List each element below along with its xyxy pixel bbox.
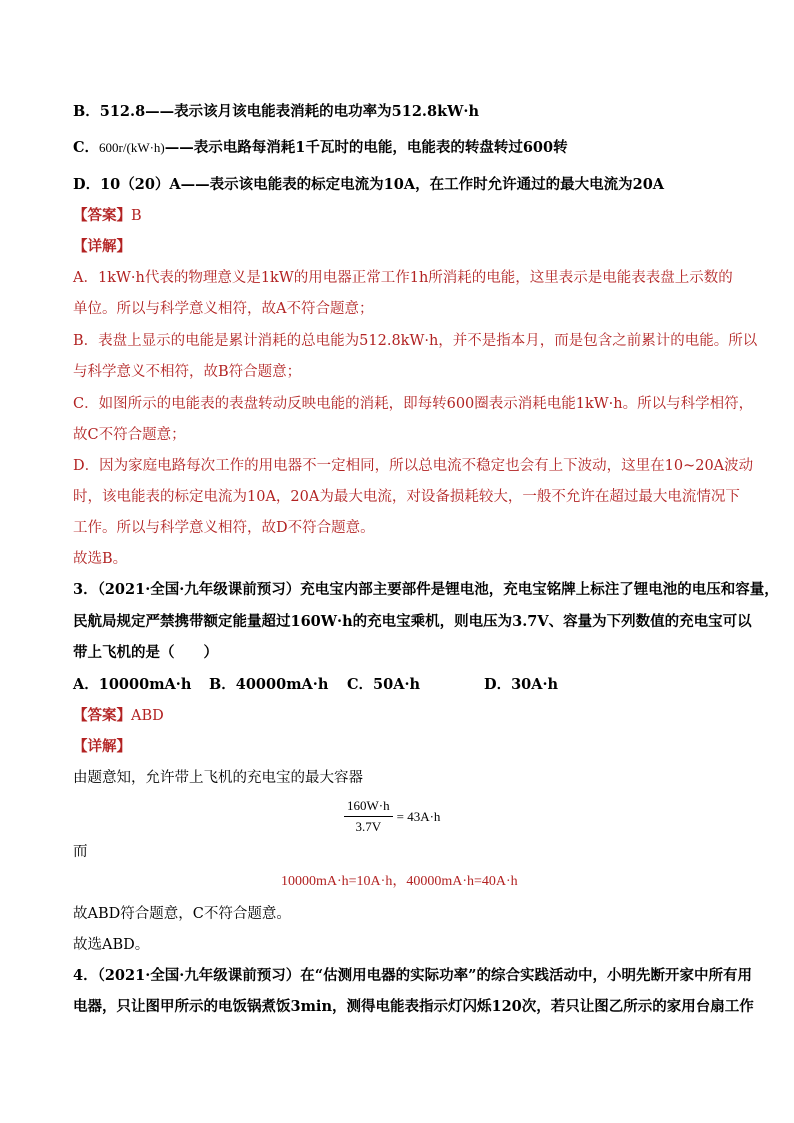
q3-detail-label: 【详解】 [73,738,131,755]
q2-detail-line: A．1kW·h代表的物理意义是1kW的用电器正常工作1h所消耗的电能，这里表示是电能表表盘上示数的 [73,270,733,286]
formula-numerator: 160W·h [344,798,393,817]
option-c-label: C． [73,139,100,156]
q2-detail-line: C．如图所示的电能表的表盘转动反映电能的消耗，即每转600圈表示消耗电能1kW·h。所以与科学相符， [73,396,754,412]
option-c [73,138,568,158]
q3-answer [73,706,164,726]
q2-detail-label: 【详解】 [73,238,131,255]
q3-option-b: B．40000mA·h [209,676,329,693]
q2-detail-line: 工作。所以与科学意义相符，故D不符合题意。 [73,520,375,536]
unit-conversion: 10000mA·h=10A·h，40000mA·h=40A·h [281,874,518,889]
option-c-formula: 600r/(kW·h) [99,140,165,155]
q3-conclusion: 故选ABD。 [73,937,150,953]
q3-stem-line: 3．（2021·全国·九年级课前预习）充电宝内部主要部件是锂电池，充电宝铭牌上标注了锂电池的电压和容量， [73,581,779,598]
q3-option-c: C．50A·h [347,676,421,693]
q2-conclusion: 故选B。 [73,551,128,567]
q4-stem-line: 4．（2021·全国·九年级课前预习）在“估测用电器的实际功率”的综合实践活动中，小明先断开家中所有用 [73,967,752,984]
capacity-formula [344,798,440,835]
q3-er: 而 [73,844,88,860]
option-d: D．10（20）A——表示该电能表的标定电流为10A，在工作时允许通过的最大电流为20A [73,176,665,193]
q3-stem-line: 民航局规定严禁携带额定能量超过160W·h的充电宝乘机，则电压为3.7V、容量为下列数值的充电宝可以 [73,613,752,630]
q3-option-a: A．10000mA·h [73,676,192,693]
q3-judge: 故ABD符合题意，C不符合题意。 [73,906,291,922]
option-c-text: ——表示电路每消耗1千瓦时的电能，电能表的转盘转过600转 [164,139,568,156]
q2-detail-line: 单位。所以与科学意义相符，故A不符合题意； [73,301,374,317]
formula-result: = 43A·h [396,808,441,824]
q3-option-d: D．30A·h [484,676,559,693]
q4-stem-line: 电器，只让图甲所示的电饭锅煮饭3min，测得电能表指示灯闪烁120次，若只让图乙所示的家用台扇工作 [73,998,754,1015]
q2-detail-line: 时，该电能表的标定电流为10A，20A为最大电流，对设备损耗较大，一般不允许在超过最大电流情况下 [73,489,740,505]
q2-answer [73,206,142,226]
answer-value: B [131,208,142,224]
q2-detail-line: 与科学意义不相符，故B符合题意； [73,364,302,380]
formula-denominator: 3.7V [355,819,382,834]
q2-detail-line: D．因为家庭电路每次工作的用电器不一定相同，所以总电流不稳定也会有上下波动，这里在10~20A波动 [73,458,754,474]
answer-label: 【答案】 [73,207,131,224]
q3-stem-line: 带上飞机的是（ ） [73,644,218,661]
option-b: B．512.8——表示该月该电能表消耗的电功率为512.8kW·h [73,103,479,120]
answer-value: ABD [131,708,164,724]
q2-detail-line: 故C不符合题意； [73,427,186,443]
answer-label: 【答案】 [73,707,131,724]
q3-detail-intro: 由题意知，允许带上飞机的充电宝的最大容器 [73,770,363,786]
q2-detail-line: B．表盘上显示的电能是累计消耗的总电能为512.8kW·h，并不是指本月，而是包含之前累计的电能。所以 [73,333,758,349]
